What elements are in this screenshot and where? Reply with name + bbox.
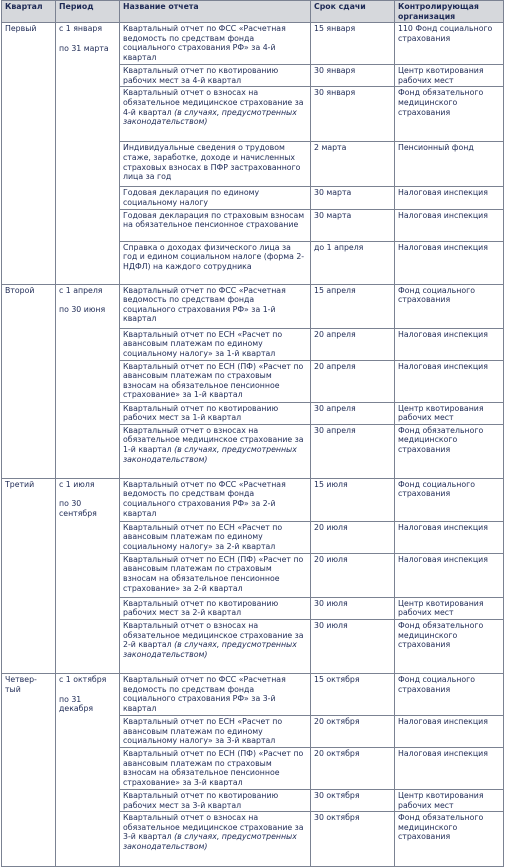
organization-cell: Центр квотирования рабочих мест bbox=[395, 789, 504, 811]
report-name-cell bbox=[120, 715, 311, 747]
report-name: Годовая декларация по единому социальному налогу bbox=[123, 188, 260, 207]
report-name-cell bbox=[120, 812, 311, 867]
report-name-cell bbox=[120, 553, 311, 597]
header-period: Период bbox=[56, 1, 120, 23]
report-name-cell bbox=[120, 142, 311, 187]
organization-cell: Налоговая инспекция bbox=[395, 553, 504, 597]
organization-cell: Фонд обязательного медицинского страхования bbox=[395, 619, 504, 673]
table-row bbox=[2, 478, 504, 521]
report-note: (в случаях, предусмотренных законодательством) bbox=[123, 444, 297, 464]
report-name-cell bbox=[120, 521, 311, 553]
deadline-cell: 20 октября bbox=[311, 747, 395, 789]
period-gap bbox=[59, 489, 116, 499]
quarter-period-cell bbox=[56, 478, 120, 673]
report-name: Квартальный отчет по квотированию рабочих мест за 3-й квартал bbox=[123, 790, 279, 810]
deadline-cell: 15 октября bbox=[311, 673, 395, 715]
organization-cell: Пенсионный фонд bbox=[395, 142, 504, 187]
deadline-cell: 30 июля bbox=[311, 619, 395, 673]
deadline-cell: до 1 апреля bbox=[311, 241, 395, 284]
report-name-cell bbox=[120, 187, 311, 209]
report-name-cell bbox=[120, 597, 311, 619]
period-gap bbox=[59, 685, 116, 695]
report-name: Квартальный отчет по ЕСН (ПФ) «Расчет по авансовым платежам по страховым взносам на обязательное пенсионное страхование» за 1-й квартал bbox=[123, 361, 304, 400]
report-name: Индивидуальные сведения о трудовом стаже, заработке, доходе и начисленных страховых взносах в ПФР застрахованного лица за год bbox=[123, 143, 301, 182]
report-name: Квартальный отчет по ЕСН «Расчет по авансовым платежам по единому социальному налогу» за 1-й квартал bbox=[123, 329, 283, 358]
report-name: Квартальный отчет по квотированию рабочих мест за 1-й квартал bbox=[123, 403, 279, 423]
report-name-cell bbox=[120, 747, 311, 789]
report-name: Квартальный отчет по ФСС «Расчетная ведомость по средствам фонда социального страхования РФ» за 3-й квартал bbox=[123, 674, 286, 713]
report-name: Справка о доходах физического лица за год и едином социальном налоге (форма 2-НДФЛ) на каждого сотрудника bbox=[123, 242, 305, 271]
report-note: (в случаях, предусмотренных законодательством) bbox=[123, 832, 297, 851]
report-name-cell bbox=[120, 209, 311, 241]
organization-cell: Фонд социального страхования bbox=[395, 478, 504, 521]
report-name-cell bbox=[120, 328, 311, 360]
deadline-cell: 20 апреля bbox=[311, 328, 395, 360]
quarter-name-cell: Четвер-тый bbox=[2, 673, 56, 866]
organization-cell: Налоговая инспекция bbox=[395, 187, 504, 209]
report-name: Квартальный отчет по квотированию рабочих мест за 4-й квартал bbox=[123, 66, 279, 85]
organization-cell: Налоговая инспекция bbox=[395, 360, 504, 402]
report-name-cell bbox=[120, 789, 311, 811]
report-name: Квартальный отчет о взносах на обязательное медицинское страхование за 4-й квартал bbox=[123, 88, 304, 117]
table-row bbox=[2, 673, 504, 715]
deadline-cell: 20 июля bbox=[311, 521, 395, 553]
report-name-cell bbox=[120, 478, 311, 521]
organization-cell: Налоговая инспекция bbox=[395, 747, 504, 789]
deadline-cell: 2 марта bbox=[311, 142, 395, 187]
report-name-cell bbox=[120, 284, 311, 328]
report-note: (в случаях, предусмотренных законодательством) bbox=[123, 107, 297, 127]
deadline-cell: 20 июля bbox=[311, 553, 395, 597]
period-to: по 31 декабря bbox=[59, 694, 94, 714]
organization-cell: Центр квотирования рабочих мест bbox=[395, 597, 504, 619]
table-row bbox=[2, 23, 504, 65]
deadline-cell: 20 апреля bbox=[311, 360, 395, 402]
deadline-cell: 30 июля bbox=[311, 597, 395, 619]
quarter-period-cell bbox=[56, 284, 120, 478]
table-body bbox=[2, 23, 504, 867]
period-gap bbox=[59, 295, 116, 305]
report-name: Квартальный отчет о взносах на обязательное медицинское страхование за 1-й квартал bbox=[123, 425, 304, 454]
report-name: Квартальный отчет по ЕСН «Расчет по авансовым платежам по единому социальному налогу» за 2-й квартал bbox=[123, 522, 283, 551]
organization-cell: Фонд обязательного медицинского страхования bbox=[395, 812, 504, 867]
header-quarter: Квартал bbox=[2, 1, 56, 23]
report-name: Годовая декларация по страховым взносам на обязательное пенсионное страхование bbox=[123, 210, 305, 230]
header-row bbox=[2, 1, 504, 23]
report-name: Квартальный отчет о взносах на обязательное медицинское страхование за 3-й квартал bbox=[123, 813, 304, 842]
deadline-cell: 20 октября bbox=[311, 715, 395, 747]
quarter-period-cell bbox=[56, 673, 120, 866]
period-from: с 1 октября bbox=[59, 674, 107, 684]
deadline-cell: 15 июля bbox=[311, 478, 395, 521]
report-name-cell bbox=[120, 65, 311, 87]
period-to: по 30 сентября bbox=[59, 499, 97, 518]
organization-cell: Налоговая инспекция bbox=[395, 521, 504, 553]
report-name-cell bbox=[120, 23, 311, 65]
report-name-cell bbox=[120, 619, 311, 673]
deadline-cell: 30 октября bbox=[311, 812, 395, 867]
period-to: по 30 июня bbox=[59, 305, 106, 315]
report-name-cell bbox=[120, 424, 311, 478]
report-name-cell bbox=[120, 402, 311, 424]
deadline-cell: 30 января bbox=[311, 87, 395, 142]
report-name: Квартальный отчет по ЕСН (ПФ) «Расчет по авансовым платежам по страховым взносам на обязательное пенсионное страхование» за 2-й квартал bbox=[123, 554, 304, 593]
organization-cell: 110 Фонд социального страхования bbox=[395, 23, 504, 65]
deadline-cell: 15 января bbox=[311, 23, 395, 65]
period-from: с 1 июля bbox=[59, 479, 95, 489]
report-name: Квартальный отчет по квотированию рабочих мест за 2-й квартал bbox=[123, 598, 279, 618]
report-name: Квартальный отчет по ЕСН «Расчет по авансовым платежам по единому социальному налогу» за 3-й квартал bbox=[123, 716, 283, 746]
report-name-cell bbox=[120, 673, 311, 715]
deadline-cell: 30 октября bbox=[311, 789, 395, 811]
report-name: Квартальный отчет по ФСС «Расчетная ведомость по средствам фонда социального страхования РФ» за 1-й квартал bbox=[123, 285, 286, 324]
period-to: по 31 марта bbox=[59, 43, 109, 53]
organization-cell: Фонд обязательного медицинского страхования bbox=[395, 87, 504, 142]
organization-cell: Фонд социального страхования bbox=[395, 673, 504, 715]
organization-cell: Фонд социального страхования bbox=[395, 284, 504, 328]
period-from: с 1 апреля bbox=[59, 285, 103, 295]
report-note: (в случаях, предусмотренных законодательством) bbox=[123, 640, 297, 659]
deadline-cell: 15 апреля bbox=[311, 284, 395, 328]
reporting-schedule-table bbox=[1, 0, 504, 867]
header-organization: Контролирующая организация bbox=[395, 1, 504, 23]
organization-cell: Налоговая инспекция bbox=[395, 328, 504, 360]
quarter-name-cell: Второй bbox=[2, 284, 56, 478]
report-name: Квартальный отчет по ЕСН (ПФ) «Расчет по авансовым платежам по страховым взносам на обязательное пенсионное страхование» за 3-й квартал bbox=[123, 748, 304, 787]
quarter-name-cell: Первый bbox=[2, 23, 56, 284]
report-name: Квартальный отчет о взносах на обязательное медицинское страхование за 2-й квартал bbox=[123, 620, 304, 650]
organization-cell: Фонд обязательного медицинского страхования bbox=[395, 424, 504, 478]
quarter-name-cell: Третий bbox=[2, 478, 56, 673]
period-from: с 1 января bbox=[59, 24, 103, 34]
organization-cell: Центр квотирования рабочих мест bbox=[395, 402, 504, 424]
deadline-cell: 30 марта bbox=[311, 209, 395, 241]
deadline-cell: 30 января bbox=[311, 65, 395, 87]
header-deadline: Срок сдачи bbox=[311, 1, 395, 23]
report-name-cell bbox=[120, 241, 311, 284]
header-report-name: Название отчета bbox=[120, 1, 311, 23]
organization-cell: Центр квотирования рабочих мест bbox=[395, 65, 504, 87]
table-row bbox=[2, 284, 504, 328]
deadline-cell: 30 марта bbox=[311, 187, 395, 209]
report-name-cell bbox=[120, 87, 311, 142]
report-name: Квартальный отчет по ФСС «Расчетная ведомость по средствам фонда социального страхования РФ» за 4-й квартал bbox=[123, 24, 286, 62]
report-name: Квартальный отчет по ФСС «Расчетная ведомость по средствам фонда социального страхования РФ» за 2-й квартал bbox=[123, 479, 286, 518]
organization-cell: Налоговая инспекция bbox=[395, 209, 504, 241]
report-name-cell bbox=[120, 360, 311, 402]
period-gap bbox=[59, 34, 116, 44]
deadline-cell: 30 апреля bbox=[311, 424, 395, 478]
organization-cell: Налоговая инспекция bbox=[395, 715, 504, 747]
quarter-period-cell bbox=[56, 23, 120, 284]
organization-cell: Налоговая инспекция bbox=[395, 241, 504, 284]
deadline-cell: 30 апреля bbox=[311, 402, 395, 424]
